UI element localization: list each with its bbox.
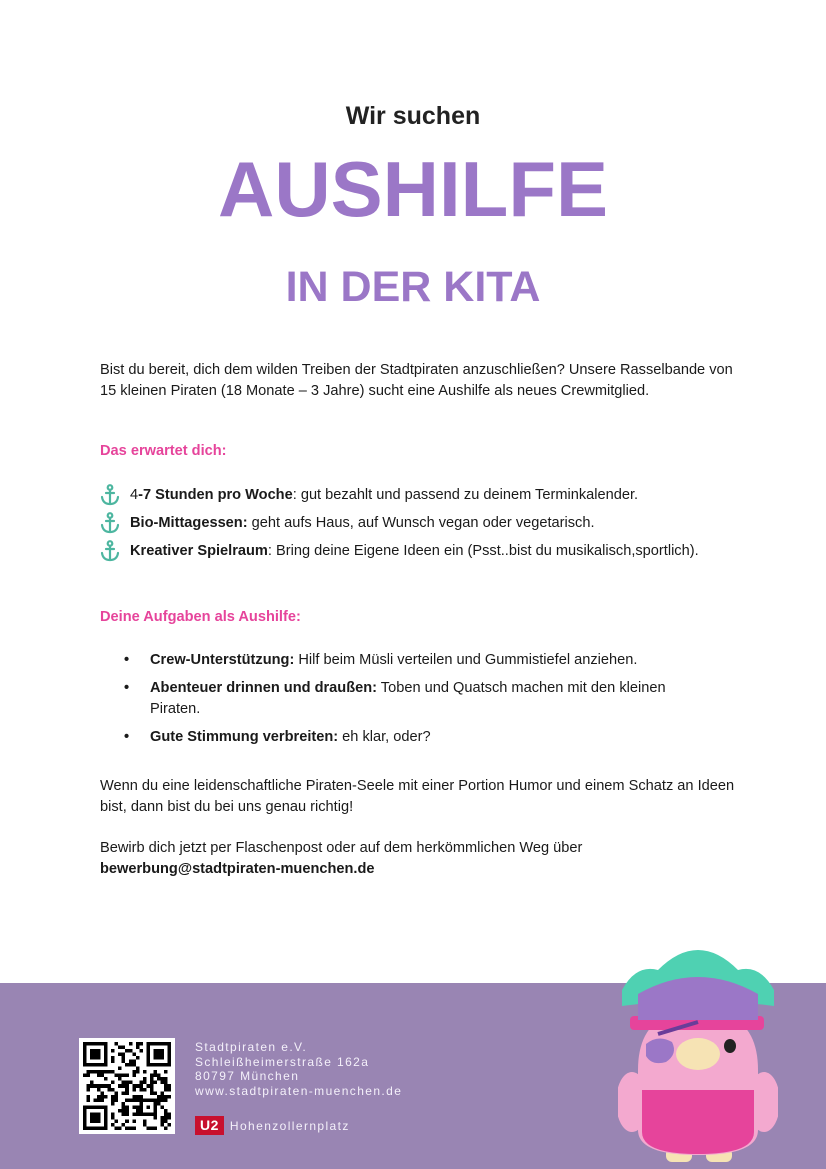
tasks-list <box>118 650 718 755</box>
qr-code-graphic <box>83 1042 171 1130</box>
apply-paragraph <box>100 838 740 880</box>
task-title: Abenteuer drinnen und draußen: <box>150 680 378 696</box>
pirate-mascot-illustration <box>618 950 778 1169</box>
perk-title: Kreativer Spielraum <box>130 543 268 559</box>
task-description: Toben und Quatsch machen mit den kleinen Piraten. <box>150 680 666 717</box>
footer-address <box>195 1040 402 1098</box>
anchor-icon <box>100 540 120 562</box>
subline: IN DER KITA <box>285 263 541 311</box>
tasks-heading: Deine Aufgaben als Aushilfe: <box>100 609 301 625</box>
task-description: Hilf beim Müsli verteilen und Gummistiefel anziehen. <box>294 652 638 668</box>
perk-item <box>100 509 760 537</box>
perk-description: : gut bezahlt und passend zu deinem Terminkalender. <box>292 487 639 503</box>
perk-title: -7 Stunden pro Woche <box>138 487 293 503</box>
anchor-icon <box>100 512 120 534</box>
anchor-icon <box>100 484 120 506</box>
perk-prefix: 4 <box>130 487 139 503</box>
headline: AUSHILFE <box>218 145 608 233</box>
city: 80797 München <box>195 1069 300 1083</box>
application-email-link[interactable]: bewerbung@stadtpiraten-muenchen.de <box>100 861 375 877</box>
task-description: eh klar, oder? <box>338 729 431 745</box>
org-name: Stadtpiraten e.V. <box>195 1040 308 1054</box>
perk-description: : Bring deine Eigene Ideen ein (Psst..bist du musikalisch,sportlich). <box>267 543 699 559</box>
transit-info <box>195 1116 350 1135</box>
bullet-icon: • <box>124 729 130 745</box>
qr-code[interactable] <box>79 1038 175 1134</box>
subway-stop: Hohenzollernplatz <box>229 1118 350 1133</box>
bullet-icon: • <box>124 652 130 668</box>
task-item <box>118 678 718 720</box>
perk-title: Bio-Mittagessen: <box>130 515 248 531</box>
task-title: Gute Stimmung verbreiten: <box>150 729 339 745</box>
intro-paragraph: Bist du bereit, dich dem wilden Treiben der Stadtpiraten anzuschließen? Unsere Rasselbande von 15 kleinen Piraten (18 Monate – 3 Jahre) sucht eine Aushilfe als neues Crewmitglied. <box>100 362 733 399</box>
closing-paragraph: Wenn du eine leidenschaftliche Piraten-Seele mit einer Portion Humor und einem Schatz an Ideen bist, dann bist du bei uns genau richtig! <box>100 778 735 815</box>
perk-item <box>100 537 760 565</box>
perks-heading: Das erwartet dich: <box>100 443 227 459</box>
website-link[interactable]: www.stadtpiraten-muenchen.de <box>195 1083 403 1098</box>
street: Schleißheimerstraße 162a <box>195 1054 370 1069</box>
subway-line-badge: U2 <box>195 1116 224 1135</box>
perks-list <box>100 481 760 565</box>
task-title: Crew-Unterstützung: <box>150 652 295 668</box>
kicker-text: Wir suchen <box>345 102 481 130</box>
perk-description: geht aufs Haus, auf Wunsch vegan oder vegetarisch. <box>247 515 595 531</box>
task-item <box>118 650 718 671</box>
bullet-icon: • <box>124 680 130 696</box>
task-item <box>118 727 718 748</box>
apply-text: Bewirb dich jetzt per Flaschenpost oder auf dem herkömmlichen Weg über <box>100 840 583 856</box>
perk-item <box>100 481 760 509</box>
